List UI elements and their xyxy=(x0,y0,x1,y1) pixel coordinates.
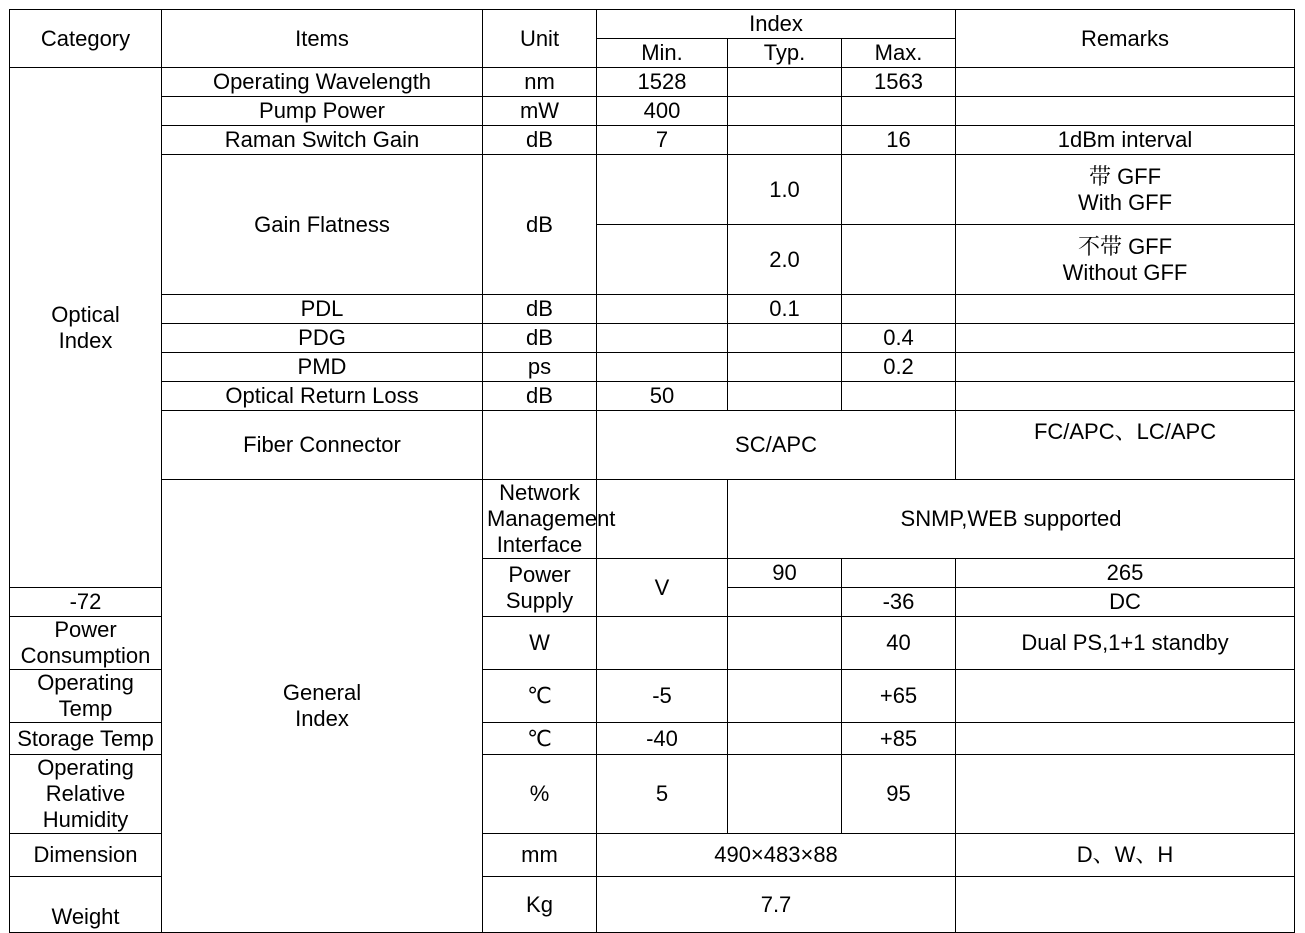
unit-cell xyxy=(483,411,597,480)
table-row xyxy=(10,324,1295,353)
min-cell: -5 xyxy=(597,670,728,723)
item-line: Operating Relative xyxy=(37,755,134,806)
table-row xyxy=(10,126,1295,155)
max-cell xyxy=(842,97,956,126)
typ-cell xyxy=(728,68,842,97)
unit-cell: ℃ xyxy=(483,723,597,755)
min-cell: 1528 xyxy=(597,68,728,97)
item-cell: Operating Wavelength xyxy=(162,68,483,97)
unit-cell: V xyxy=(597,559,728,617)
remark-cell xyxy=(956,877,1295,933)
table-row xyxy=(10,97,1295,126)
min-cell xyxy=(597,155,728,225)
item-line: Humidity xyxy=(42,807,129,832)
unit-cell: dB xyxy=(483,382,597,411)
table-row xyxy=(10,295,1295,324)
typ-cell xyxy=(728,126,842,155)
min-cell xyxy=(597,353,728,382)
header-remarks: Remarks xyxy=(956,10,1295,68)
value-cell: SNMP,WEB supported xyxy=(728,480,1295,559)
remark-cell: 1dBm interval xyxy=(956,126,1295,155)
unit-cell: dB xyxy=(483,324,597,353)
header-index: Index xyxy=(597,10,956,39)
header-max: Max. xyxy=(842,39,956,68)
remark-line: 带 GFF xyxy=(1088,163,1162,189)
remark-cell xyxy=(956,155,1295,225)
remark-line: 不带 GFF xyxy=(1077,233,1173,259)
remark-cell xyxy=(956,670,1295,723)
max-cell: 40 xyxy=(842,617,956,670)
value-cell: 7.7 xyxy=(597,877,956,933)
remark-cell xyxy=(956,382,1295,411)
max-cell xyxy=(842,155,956,225)
unit-cell: dB xyxy=(483,126,597,155)
item-cell: PMD xyxy=(162,353,483,382)
typ-cell: 0.1 xyxy=(728,295,842,324)
min-cell: 50 xyxy=(597,382,728,411)
min-cell: 5 xyxy=(597,755,728,834)
typ-cell xyxy=(842,559,956,588)
max-cell: 0.4 xyxy=(842,324,956,353)
table-row xyxy=(10,382,1295,411)
table-row xyxy=(10,480,1295,559)
max-cell: +65 xyxy=(842,670,956,723)
max-cell: 1563 xyxy=(842,68,956,97)
table-row xyxy=(10,68,1295,97)
value-cell: SC/APC xyxy=(597,411,956,480)
unit-cell xyxy=(597,480,728,559)
typ-cell xyxy=(728,670,842,723)
remark-cell xyxy=(956,324,1295,353)
remark-cell xyxy=(956,723,1295,755)
max-cell: -36 xyxy=(842,588,956,617)
typ-cell xyxy=(728,723,842,755)
min-cell xyxy=(597,225,728,295)
remark-cell xyxy=(956,353,1295,382)
item-cell: Storage Temp xyxy=(10,723,162,755)
unit-cell: nm xyxy=(483,68,597,97)
category-optical xyxy=(10,68,162,588)
typ-cell xyxy=(728,324,842,353)
table-row xyxy=(10,411,1295,480)
spec-table xyxy=(9,9,1295,933)
unit-cell: % xyxy=(483,755,597,834)
remark-cell xyxy=(956,97,1295,126)
min-cell: 7 xyxy=(597,126,728,155)
category-label: Index xyxy=(58,327,113,353)
table-row xyxy=(10,155,1295,225)
typ-cell: 2.0 xyxy=(728,225,842,295)
remark-line: Without GFF xyxy=(1062,259,1188,285)
min-cell: 400 xyxy=(597,97,728,126)
item-cell xyxy=(483,480,616,559)
typ-cell xyxy=(728,97,842,126)
item-line: Interface xyxy=(496,532,583,557)
item-line: Network Management xyxy=(487,480,616,531)
header-category: Category xyxy=(10,10,162,68)
unit-cell: ps xyxy=(483,353,597,382)
typ-cell xyxy=(728,755,842,834)
min-cell: 90 xyxy=(728,559,842,588)
value-cell: 490×483×88 xyxy=(597,834,956,877)
item-cell: Raman Switch Gain xyxy=(162,126,483,155)
remark-cell: D、W、H xyxy=(956,834,1295,877)
category-label: Optical xyxy=(51,301,120,327)
max-cell: +85 xyxy=(842,723,956,755)
unit-cell: mW xyxy=(483,97,597,126)
item-cell: PDG xyxy=(162,324,483,353)
min-cell xyxy=(597,617,728,670)
remark-cell: Dual PS,1+1 standby xyxy=(956,617,1295,670)
min-cell xyxy=(597,295,728,324)
unit-cell: dB xyxy=(483,295,597,324)
table-row xyxy=(10,353,1295,382)
item-cell: Power Supply xyxy=(483,559,597,617)
header-unit: Unit xyxy=(483,10,597,68)
typ-cell: 1.0 xyxy=(728,155,842,225)
item-cell: Operating Temp xyxy=(10,670,162,723)
category-label: Index xyxy=(295,706,349,731)
min-cell: -40 xyxy=(597,723,728,755)
remark-line: With GFF xyxy=(1077,189,1173,215)
item-cell: PDL xyxy=(162,295,483,324)
item-cell: Fiber Connector xyxy=(162,411,483,480)
typ-cell xyxy=(728,617,842,670)
remark-cell: FC/APC、LC/APC xyxy=(956,411,1295,480)
item-cell: Pump Power xyxy=(162,97,483,126)
unit-cell: mm xyxy=(483,834,597,877)
item-cell: Weight xyxy=(10,877,162,933)
max-cell: 95 xyxy=(842,755,956,834)
category-general xyxy=(162,480,483,933)
min-cell xyxy=(597,324,728,353)
header-typ: Typ. xyxy=(728,39,842,68)
typ-cell xyxy=(728,588,842,617)
max-cell: 0.2 xyxy=(842,353,956,382)
category-label: General xyxy=(282,680,362,705)
remark-cell xyxy=(956,295,1295,324)
remark-cell xyxy=(956,225,1295,295)
max-cell xyxy=(842,225,956,295)
remark-cell xyxy=(956,68,1295,97)
item-cell: Optical Return Loss xyxy=(162,382,483,411)
unit-cell: W xyxy=(483,617,597,670)
unit-cell: dB xyxy=(483,155,597,295)
header-row xyxy=(10,10,1295,39)
max-cell: 16 xyxy=(842,126,956,155)
min-cell: -72 xyxy=(10,588,162,617)
item-cell: Power Consumption xyxy=(10,617,162,670)
item-cell: Dimension xyxy=(10,834,162,877)
remark-cell: DC xyxy=(956,588,1295,617)
typ-cell xyxy=(728,382,842,411)
header-items: Items xyxy=(162,10,483,68)
item-cell xyxy=(10,755,162,834)
typ-cell xyxy=(728,353,842,382)
unit-cell: ℃ xyxy=(483,670,597,723)
max-cell xyxy=(842,382,956,411)
item-cell: Gain Flatness xyxy=(162,155,483,295)
remark-cell xyxy=(956,755,1295,834)
max-cell xyxy=(842,295,956,324)
unit-cell: Kg xyxy=(483,877,597,933)
header-min: Min. xyxy=(597,39,728,68)
max-cell: 265 xyxy=(956,559,1295,588)
